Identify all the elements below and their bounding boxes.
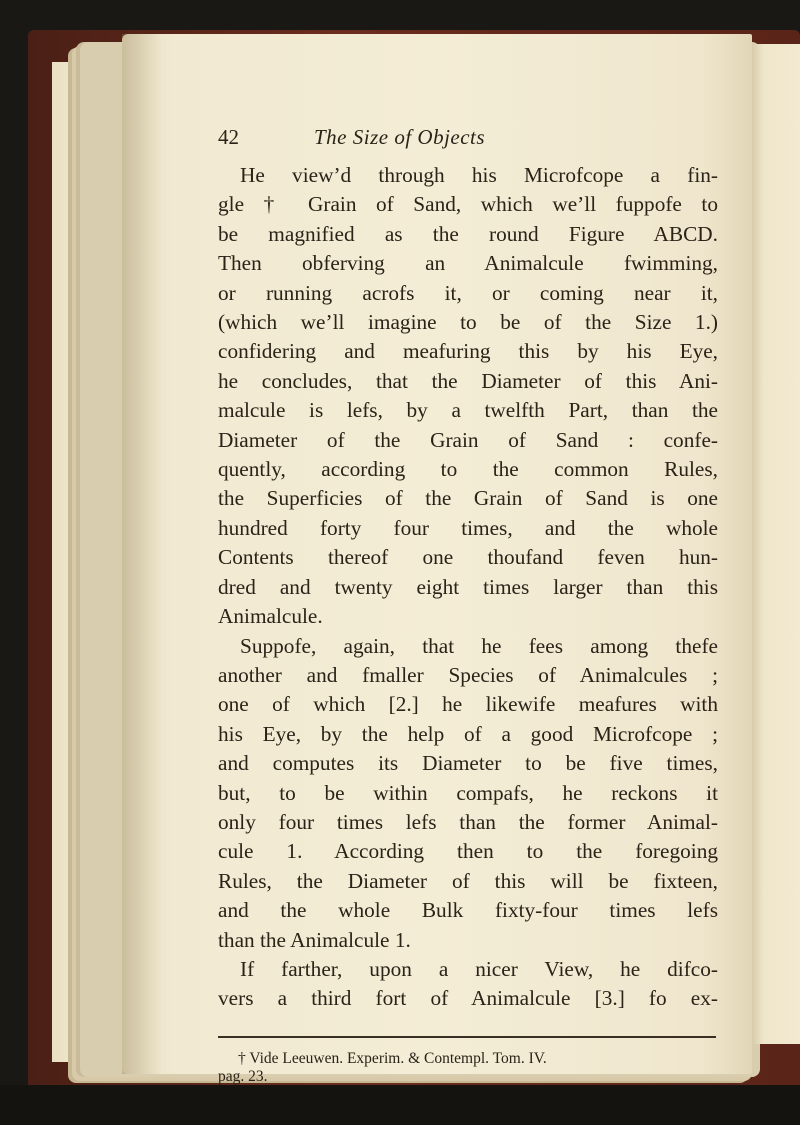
footnote-line: pag. 23. — [218, 1067, 268, 1085]
page-gutter — [122, 34, 162, 1074]
running-title: The Size of Objects — [314, 125, 486, 149]
text-line: (which we’ll imagine to be of the Size 1.) — [218, 310, 718, 335]
text-line: Diameter of the Grain of Sand : confe- — [218, 427, 718, 452]
text-line: than the Animalcule 1. — [218, 927, 411, 952]
page-header — [218, 125, 718, 161]
footnote — [218, 1050, 718, 1086]
text-line: his Eye, by the help of a good Microfcope ; — [218, 721, 718, 746]
text-line: vers a third fort of Animalcule [3.] fo ex- — [218, 986, 718, 1011]
text-line: and the whole Bulk fixty-four times lefs — [218, 898, 718, 923]
text-line: Suppofe, again, that he fees among thefe — [240, 633, 718, 658]
text-line: be magnified as the round Figure ABCD. — [218, 221, 718, 246]
text-line: quently, according to the common Rules, — [218, 457, 718, 482]
page-number: 42 — [218, 125, 239, 149]
body-text — [218, 161, 718, 1014]
facing-page-edge — [748, 44, 800, 1044]
scan-background — [0, 1085, 800, 1125]
text-line: Then obferving an Animalcule fwimming, — [218, 251, 718, 276]
footnote-line: † Vide Leeuwen. Experim. & Contempl. Tom. IV. — [238, 1049, 547, 1067]
text-line: hundred forty four times, and the whole — [218, 515, 718, 540]
text-line: Contents thereof one thoufand feven hun- — [218, 545, 718, 570]
text-line: he concludes, that the Diameter of this Ani- — [218, 368, 718, 393]
text-line: gle † Grain of Sand, which we’ll fuppofe to — [218, 192, 718, 217]
text-line: the Superficies of the Grain of Sand is one — [218, 486, 718, 511]
text-line: or running acrofs it, or coming near it, — [218, 280, 718, 305]
text-line: Animalcule. — [218, 604, 323, 629]
text-line: Rules, the Diameter of this will be fixteen, — [218, 868, 718, 893]
page-content — [218, 125, 718, 1113]
text-line: dred and twenty eight times larger than this — [218, 574, 718, 599]
text-line: another and fmaller Species of Animalcules ; — [218, 662, 718, 687]
text-line: one of which [2.] he likewife meafures with — [218, 692, 718, 717]
text-line: malcule is lefs, by a twelfth Part, than the — [218, 398, 718, 423]
text-line: and computes its Diameter to be five times, — [218, 751, 718, 776]
text-line: confidering and meafuring this by his Eye, — [218, 339, 718, 364]
footnote-rule — [218, 1036, 716, 1038]
text-line: If farther, upon a nicer View, he difco- — [240, 956, 718, 981]
text-line: cule 1. According then to the foregoing — [218, 839, 718, 864]
text-line: but, to be within compafs, he reckons it — [218, 780, 718, 805]
text-line: He view’d through his Microfcope a fin- — [240, 163, 718, 187]
text-line: only four times lefs than the former Animal- — [218, 809, 718, 834]
